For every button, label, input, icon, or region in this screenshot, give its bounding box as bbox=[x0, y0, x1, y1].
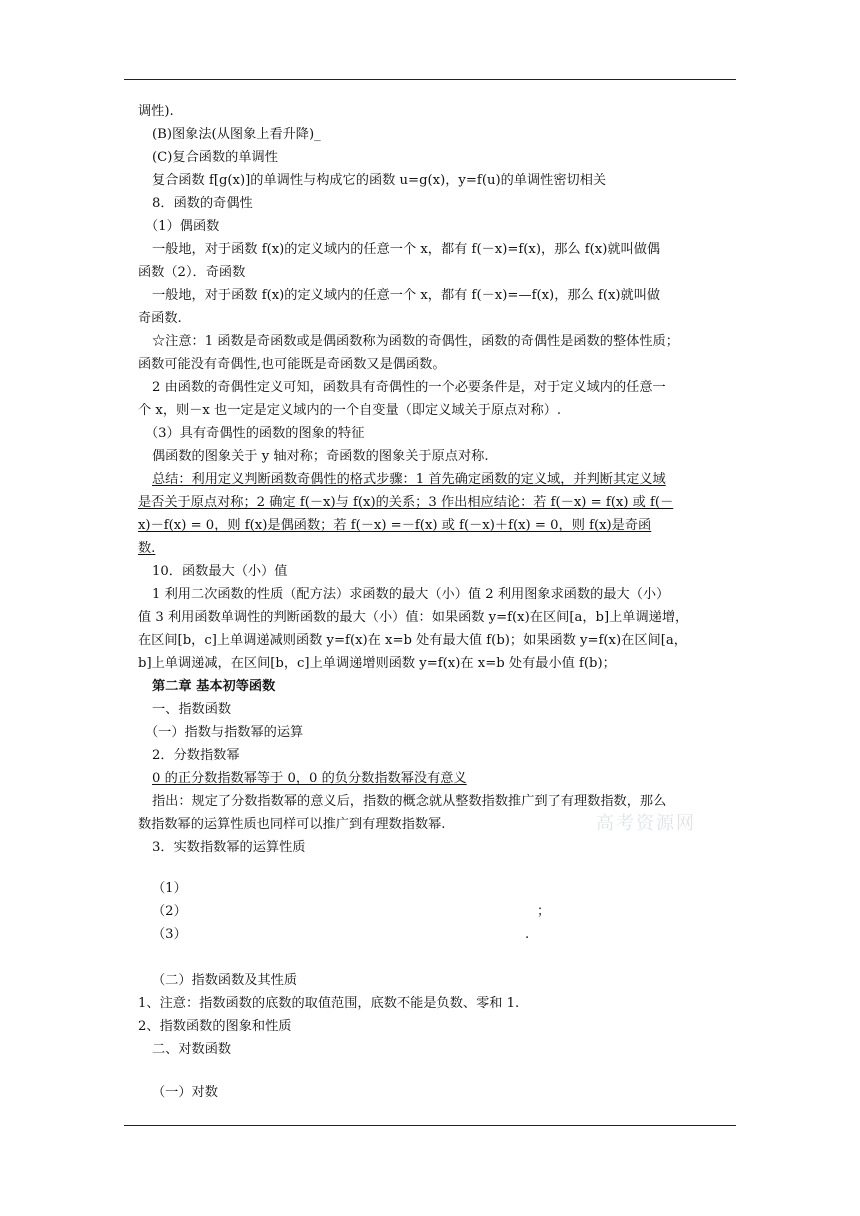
summary-line: 总结：利用定义判断函数奇偶性的格式步骤：1 首先确定函数的定义域，并判断其定义域 bbox=[152, 472, 666, 487]
text-line: 调性). bbox=[138, 104, 174, 119]
text-line: 个 x，则－x 也一定是定义域内的一个自变量（即定义域关于原点对称）. bbox=[138, 403, 562, 418]
text-line: 指出：规定了分数指数幂的意义后，指数的概念就从整数指数推广到了有理数指数，那么 bbox=[152, 794, 667, 809]
section-heading: 8．函数的奇偶性 bbox=[152, 196, 253, 211]
subsection-heading: （3）具有奇偶性的函数的图象的特征 bbox=[145, 426, 365, 441]
formula-punct: ； bbox=[537, 904, 551, 919]
chapter-heading: 第二章 基本初等函数 bbox=[152, 679, 276, 694]
formula-label: （1） bbox=[152, 881, 187, 896]
text-line: (C)复合函数的单调性 bbox=[152, 150, 278, 165]
text-line: 2 由函数的奇偶性定义可知，函数具有奇偶性的一个必要条件是，对于定义域内的任意一 bbox=[152, 380, 666, 395]
text-line: 偶函数的图象关于 y 轴对称；奇函数的图象关于原点对称. bbox=[152, 449, 489, 464]
text-line: 在区间[b，c]上单调递减则函数 y=f(x)在 x=b 处有最大值 f(b)；如果函数 y=f(x)在区间[a， bbox=[138, 633, 687, 648]
note-line: ☆注意：1 函数是奇函数或是偶函数称为函数的奇偶性，函数的奇偶性是函数的整体性质； bbox=[152, 334, 679, 349]
text-line: 函数（2）．奇函数 bbox=[138, 265, 246, 280]
subsection-heading: （二）指数函数及其性质 bbox=[152, 973, 298, 988]
text-line: 一般地，对于函数 f(x)的定义域内的任意一个 x，都有 f(－x)=f(x)，那么 f(x)就叫做偶 bbox=[152, 242, 661, 257]
subsection-heading: （一）对数 bbox=[152, 1085, 218, 1100]
formula-label: （3） bbox=[152, 927, 187, 942]
text-line: 复合函数 f[g(x)]的单调性与构成它的函数 u=g(x)，y=f(u)的单调性密切相关 bbox=[152, 173, 607, 188]
text-line: 一般地，对于函数 f(x)的定义域内的任意一个 x，都有 f(－x)=—f(x)，那么 f(x)就叫做 bbox=[152, 288, 661, 303]
formula-label: （2） bbox=[152, 904, 187, 919]
section-heading: 二、对数函数 bbox=[152, 1042, 232, 1057]
underlined-line: 0 的正分数指数幂等于 0，0 的负分数指数幂没有意义 bbox=[152, 771, 467, 786]
watermark: 高考资源网 bbox=[596, 813, 696, 834]
formula-punct: . bbox=[525, 927, 530, 942]
text-line: 数指数幂的运算性质也同样可以推广到有理数指数幂. bbox=[138, 817, 446, 832]
summary-line: x)－f(x) = 0，则 f(x)是偶函数；若 f(－x) =－f(x) 或 f(－x)＋f(x) = 0，则 f(x)是奇函 bbox=[138, 518, 652, 533]
subsection-heading: （一）指数与指数幂的运算 bbox=[145, 725, 304, 740]
text-line: 值 3 利用函数单调性的判断函数的最大（小）值：如果函数 y=f(x)在区间[a，b]上单调递增， bbox=[138, 610, 689, 625]
text-line: 1、注意：指数函数的底数的取值范围，底数不能是负数、零和 1. bbox=[138, 996, 520, 1011]
section-heading: 10．函数最大（小）值 bbox=[152, 564, 288, 579]
section-heading: 一、指数函数 bbox=[152, 702, 232, 717]
text-line: 奇函数. bbox=[138, 311, 182, 326]
text-line: 3．实数指数幂的运算性质 bbox=[152, 840, 306, 855]
text-line: 2、指数函数的图象和性质 bbox=[138, 1019, 292, 1034]
text-line: 2．分数指数幂 bbox=[152, 748, 240, 763]
text-line: 1 利用二次函数的性质（配方法）求函数的最大（小）值 2 利用图象求函数的最大（小） bbox=[152, 587, 670, 602]
text-line: (B)图象法(从图象上看升降)_ bbox=[152, 127, 321, 142]
footer-rule bbox=[124, 1125, 736, 1126]
header-rule bbox=[124, 79, 736, 80]
summary-line: 是否关于原点对称；2 确定 f(－x)与 f(x)的关系；3 作出相应结论：若 f(－x) = f(x) 或 f(－ bbox=[138, 495, 674, 510]
text-line: b]上单调递减，在区间[b，c]上单调递增则函数 y=f(x)在 x=b 处有最小值 f(b)； bbox=[138, 656, 616, 671]
summary-line: 数. bbox=[138, 541, 156, 556]
text-line: 函数可能没有奇偶性,也可能既是奇函数又是偶函数。 bbox=[138, 357, 446, 372]
subsection-heading: （1）偶函数 bbox=[145, 219, 220, 234]
